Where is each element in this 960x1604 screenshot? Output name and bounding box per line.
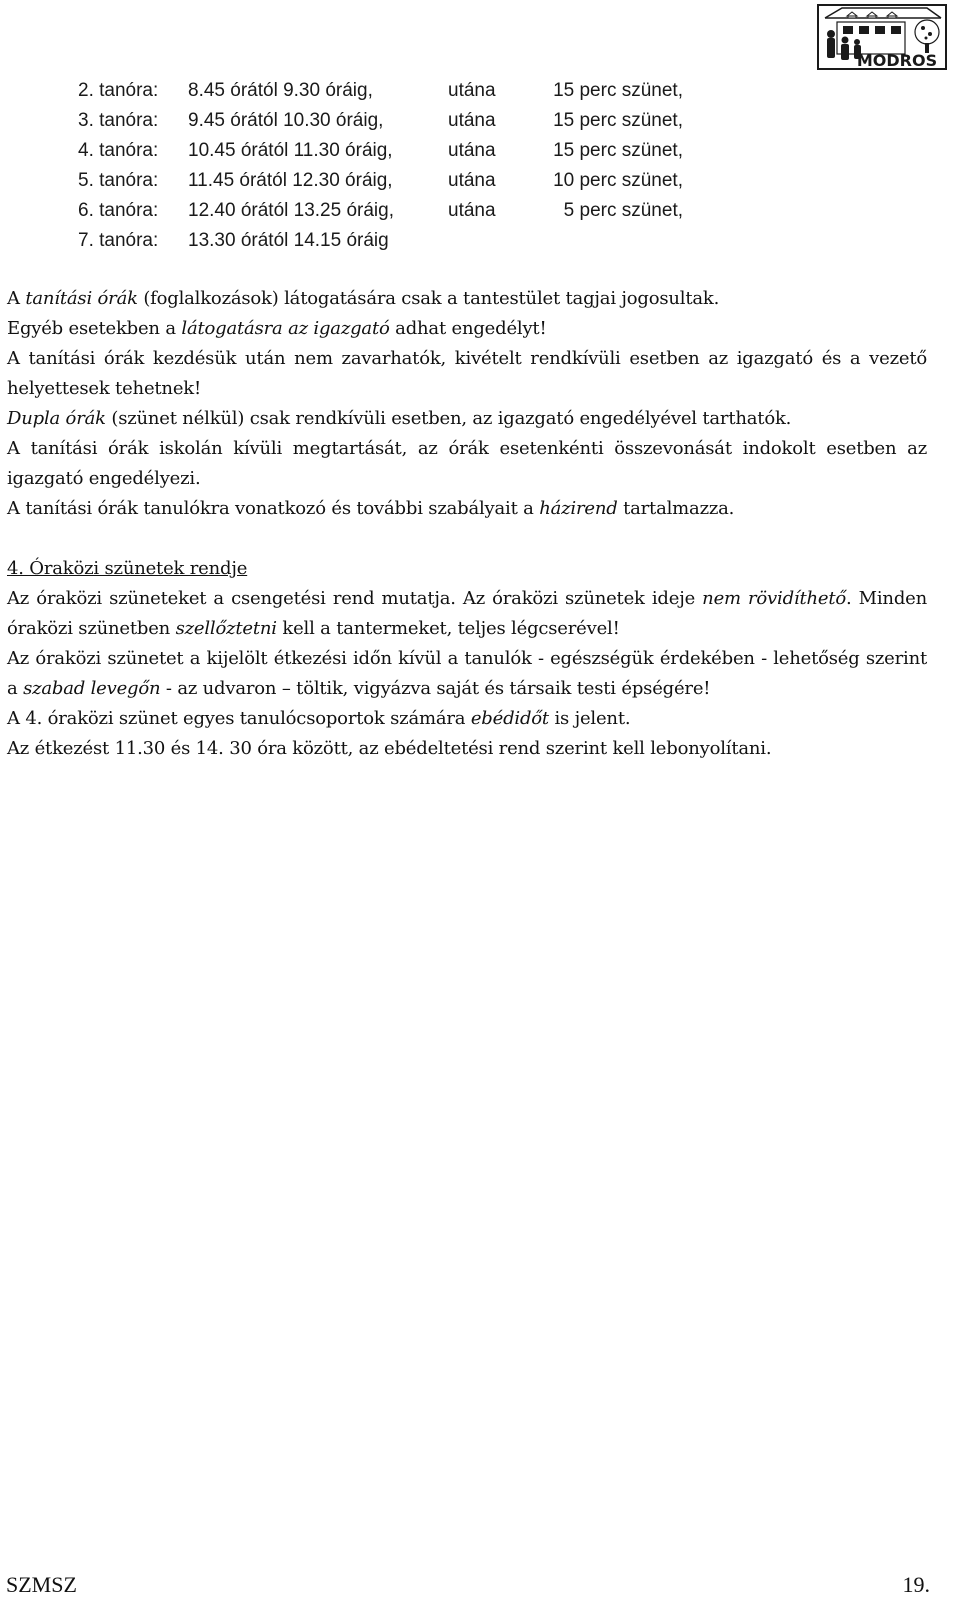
paragraph: A 4. óraközi szünet egyes tanulócsoportok számára ebédidőt is jelent.: [7, 708, 631, 729]
paragraph: A tanítási órák (foglalkozások) látogatására csak a tantestület tagjai jogosultak.: [7, 288, 720, 309]
lesson-time: 8.45 órától 9.30 óráig,: [188, 80, 373, 101]
after-label: utána: [448, 140, 496, 161]
lesson-time: 9.45 órától 10.30 óráig,: [188, 110, 384, 131]
lesson-label: 4. tanóra:: [78, 140, 159, 161]
paragraph: Egyéb esetekben a látogatásra az igazgató adhat engedélyt!: [7, 318, 547, 339]
lesson-label: 6. tanóra:: [78, 200, 159, 221]
break-length: 5 perc szünet,: [563, 200, 683, 221]
lesson-label: 2. tanóra:: [78, 80, 159, 101]
after-label: utána: [448, 80, 496, 101]
after-label: utána: [448, 110, 496, 131]
lesson-time: 12.40 órától 13.25 óráig,: [188, 200, 394, 221]
lesson-time: 11.45 órától 12.30 óráig,: [188, 170, 393, 191]
paragraph: A tanítási órák kezdésük után nem zavarhatók, kivételt rendkívüli esetben az igazgató és a vezető helyettesek tehetnek!: [7, 348, 927, 399]
paragraph: A tanítási órák iskolán kívüli megtartását, az órák esetenkénti összevonását indokolt esetben az igazgató engedélyezi.: [7, 438, 927, 489]
document-body: [7, 284, 927, 764]
break-length: 15 perc szünet,: [553, 80, 683, 101]
lesson-time: 13.30 órától 14.15 óráig: [188, 230, 389, 251]
paragraph: Az óraközi szünetet a kijelölt étkezési időn kívül a tanulók - egészségük érdekében - lehetőség szerint a szabad levegőn - az udvaron – töltik, vigyázva saját és társaik testi épségére!: [7, 648, 927, 699]
after-label: utána: [448, 200, 496, 221]
paragraph: Dupla órák (szünet nélkül) csak rendkívüli esetben, az igazgató engedélyével tarthatók.: [7, 408, 792, 429]
section-title: 4. Óraközi szünetek rendje: [7, 558, 248, 579]
paragraph: Az óraközi szüneteket a csengetési rend mutatja. Az óraközi szünetek ideje nem rövidíthető. Minden óraközi szünetben szellőztetni kell a tantermeket, teljes légcserével!: [7, 588, 927, 639]
lesson-label: 7. tanóra:: [78, 230, 159, 251]
paragraph: A tanítási órák tanulókra vonatkozó és további szabályait a házirend tartalmazza.: [7, 498, 735, 519]
after-label: utána: [448, 170, 496, 191]
break-length: 10 perc szünet,: [553, 170, 683, 191]
lesson-label: 3. tanóra:: [78, 110, 159, 131]
footer-page-number: 19.: [902, 1572, 930, 1597]
break-length: 15 perc szünet,: [553, 140, 683, 161]
lesson-time: 10.45 órától 11.30 óráig,: [188, 140, 393, 161]
school-logo: [817, 4, 947, 70]
logo-text: MODROS: [856, 51, 938, 70]
break-length: 15 perc szünet,: [553, 110, 683, 131]
footer-document-name: SZMSZ: [6, 1572, 77, 1597]
paragraph: Az étkezést 11.30 és 14. 30 óra között, az ebédeltetési rend szerint kell lebonyolítani.: [7, 738, 772, 759]
lesson-label: 5. tanóra:: [78, 170, 159, 191]
